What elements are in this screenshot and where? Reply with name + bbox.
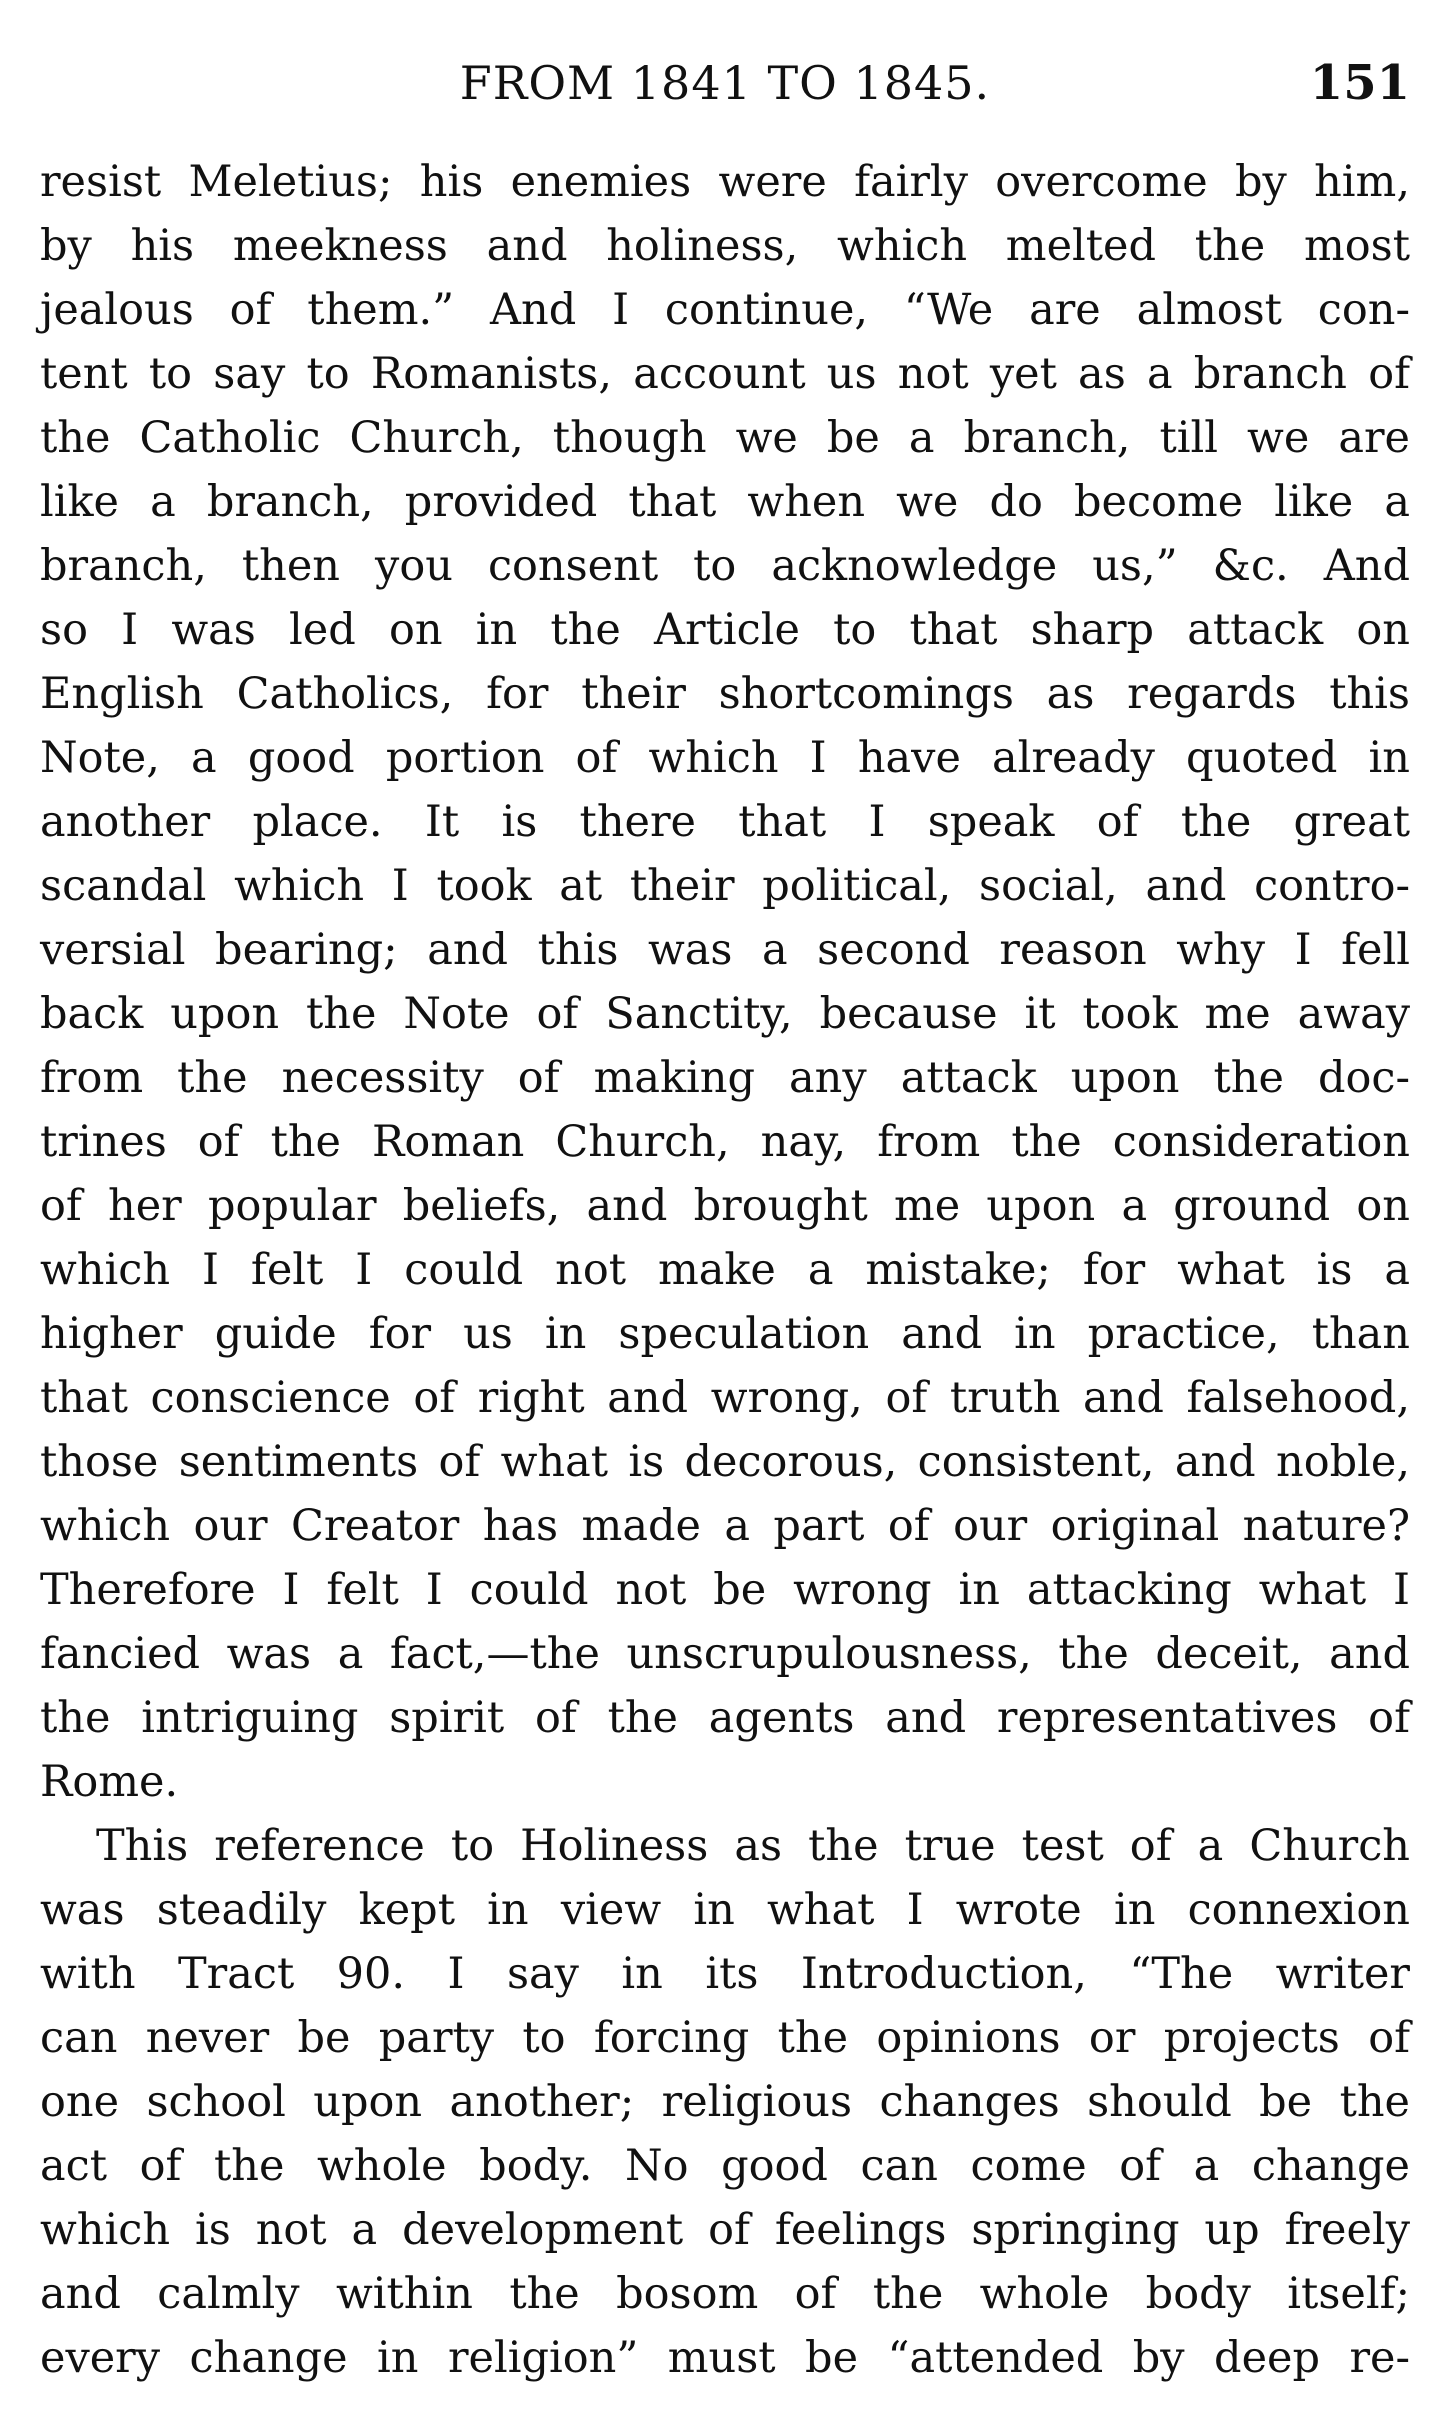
paragraph-end-line: Rome. <box>40 1757 179 1807</box>
running-title: FROM 1841 TO 1845. <box>459 56 991 110</box>
text-line: the intriguing spirit of the agents and representatives of <box>40 1693 1410 1743</box>
text-line: Note, a good portion of which I have already quoted in <box>40 733 1410 783</box>
text-line: the Catholic Church, though we be a branch, till we are <box>40 413 1410 463</box>
text-line: tent to say to Romanists, account us not yet as a branch of <box>40 349 1410 399</box>
text-line: Therefore I felt I could not be wrong in attacking what I <box>40 1565 1410 1615</box>
text-line: by his meekness and holiness, which melted the most <box>40 221 1410 271</box>
text-line: another place. It is there that I speak of the great <box>40 797 1410 847</box>
text-line: one school upon another; religious changes should be the <box>40 2077 1410 2127</box>
text-line: like a branch, provided that when we do become like a <box>40 477 1410 527</box>
text-line: trines of the Roman Church, nay, from the consideration <box>40 1117 1410 1167</box>
text-line: fancied was a fact,—the unscrupulousness, the deceit, and <box>40 1629 1410 1679</box>
text-line: higher guide for us in speculation and in practice, than <box>40 1309 1410 1359</box>
text-line: with Tract 90. I say in its Introduction, “The writer <box>40 1949 1410 1999</box>
text-line: those sentiments of what is decorous, consistent, and noble, <box>40 1437 1410 1487</box>
text-line: resist Meletius; his enemies were fairly overcome by him, <box>40 157 1410 207</box>
text-line: jealous of them.” And I continue, “We are almost con- <box>40 285 1410 335</box>
text-line: act of the whole body. No good can come of a change <box>40 2141 1410 2191</box>
text-line: was steadily kept in view in what I wrote in connexion <box>40 1885 1410 1935</box>
text-line: every change in religion” must be “attended by deep re- <box>40 2333 1410 2383</box>
text-line: branch, then you consent to acknowledge us,” &c. And <box>40 541 1410 591</box>
text-line: English Catholics, for their shortcomings as regards this <box>40 669 1410 719</box>
text-line: that conscience of right and wrong, of truth and falsehood, <box>40 1373 1410 1423</box>
text-line: can never be party to forcing the opinions or projects of <box>40 2013 1410 2063</box>
text-line: from the necessity of making any attack upon the doc- <box>40 1053 1410 1103</box>
text-line: back upon the Note of Sanctity, because it took me away <box>40 989 1410 1039</box>
text-line: of her popular beliefs, and brought me upon a ground on <box>40 1181 1410 1231</box>
text-line: which our Creator has made a part of our original nature? <box>40 1501 1410 1551</box>
paragraph-start-line: This reference to Holiness as the true test of a Church <box>96 1821 1410 1871</box>
running-head <box>40 48 1410 118</box>
text-line: which I felt I could not make a mistake; for what is a <box>40 1245 1410 1295</box>
text-line: and calmly within the bosom of the whole body itself; <box>40 2269 1410 2319</box>
text-line: scandal which I took at their political, social, and contro- <box>40 861 1410 911</box>
text-line: versial bearing; and this was a second reason why I fell <box>40 925 1410 975</box>
text-line: which is not a development of feelings springing up freely <box>40 2205 1410 2255</box>
text-line: so I was led on in the Article to that sharp attack on <box>40 605 1410 655</box>
page-number: 151 <box>1309 55 1410 111</box>
body-text <box>40 150 1410 2390</box>
